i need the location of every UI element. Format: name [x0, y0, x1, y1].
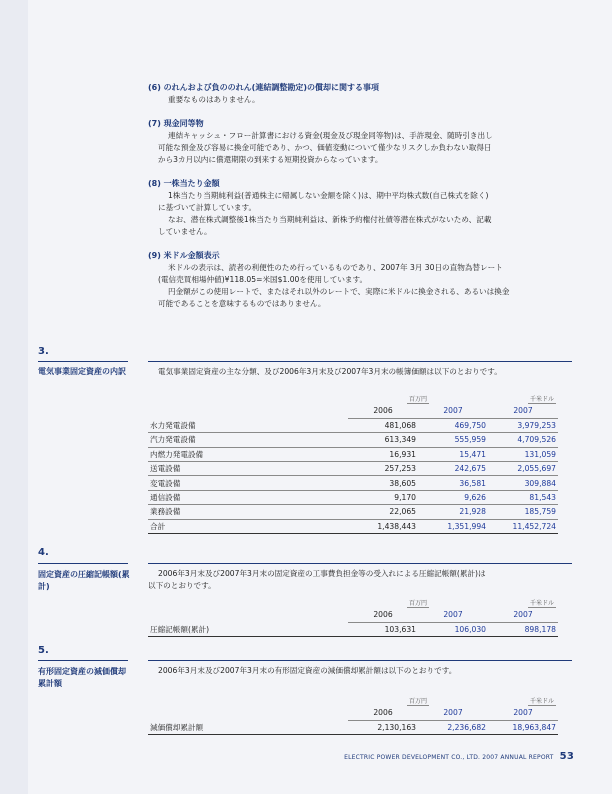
row-label: 変電設備 — [148, 476, 348, 490]
note-heading: (6) のれんおよび負ののれん(連結調整勘定)の償却に関する事項 — [148, 83, 379, 92]
row-label: 水力発電設備 — [148, 418, 348, 432]
section-5-title: 有形固定資産の減価償却累計額 — [38, 667, 126, 688]
note-line: 可能な預金及び容易に換金可能であり、かつ、価値変動について僅少なリスクしか負わない取得日 — [158, 143, 492, 152]
value-2007-yen: 106,030 — [418, 622, 488, 636]
unit-yen-label: 百万円 — [408, 599, 427, 607]
note-line: 1株当たり当期純利益(普通株主に帰属しない金額を除く)は、期中平均株式数(自己株式を除く) — [168, 191, 489, 200]
value-2007-usd: 18,963,847 — [488, 720, 558, 734]
note-line: (電信売買相場仲値)¥118.05=米国$1.00を使用しています。 — [158, 275, 368, 284]
section-4-number: 4. — [38, 547, 49, 558]
page-footer — [344, 751, 574, 762]
row-label: 圧縮記帳額(累計) — [148, 622, 348, 636]
note-line: していません。 — [158, 227, 212, 236]
row-label: 汽力発電設備 — [148, 433, 348, 447]
section-4-title: 固定資産の圧縮記帳額(累計) — [38, 570, 130, 591]
value-2006: 38,605 — [348, 476, 418, 490]
table-row — [148, 476, 558, 490]
section-4-rule — [38, 563, 128, 564]
table-row — [148, 490, 558, 504]
value-2007-usd: 3,979,253 — [488, 418, 558, 432]
year-header: 2007 — [488, 706, 558, 720]
unit-usd-label: 千米ドル — [529, 599, 554, 607]
note-heading: (7) 現金同等物 — [148, 119, 204, 128]
table-row — [148, 433, 558, 447]
note-line: 米ドルの表示は、読者の利便性のため行っているものであり、2007年 3月 30日の直物為替レート — [168, 263, 503, 272]
fixed-assets-table — [148, 393, 558, 534]
value-2007-usd: 185,759 — [488, 505, 558, 519]
note-block — [148, 82, 568, 106]
table-row — [148, 447, 558, 461]
value-2006: 481,068 — [348, 418, 418, 432]
unit-yen-label: 百万円 — [408, 697, 427, 705]
year-header: 2006 — [348, 706, 418, 720]
note-line: 円金額がこの使用レートで、またはそれ以外のレートで、実際に米ドルに換金される、あるいは換金 — [168, 287, 510, 296]
value-2007-usd: 4,709,526 — [488, 433, 558, 447]
table-row-total — [148, 519, 558, 533]
note-heading: (8) 一株当たり金額 — [148, 179, 220, 188]
value-2007-yen: 9,626 — [418, 490, 488, 504]
section-3-rule — [38, 361, 128, 362]
accounting-notes — [148, 82, 568, 322]
compression-table — [148, 597, 558, 637]
unit-yen-label: 百万円 — [408, 395, 427, 403]
table-row — [148, 505, 558, 519]
section-4-intro-line: 2006年3月末及び2007年3月末の固定資産の工事費負担金等の受入れによる圧縮記帳額(累計)は — [158, 569, 486, 578]
value-2007-usd: 11,452,724 — [488, 519, 558, 533]
value-2007-usd: 2,055,697 — [488, 462, 558, 476]
row-label: 送電設備 — [148, 462, 348, 476]
note-block — [148, 118, 568, 166]
section-5-number: 5. — [38, 645, 49, 656]
row-label: 業務設備 — [148, 505, 348, 519]
table-row — [148, 720, 558, 734]
value-2006: 16,931 — [348, 447, 418, 461]
year-header: 2007 — [418, 404, 488, 418]
row-label: 減価償却累計額 — [148, 720, 348, 734]
year-header: 2007 — [418, 608, 488, 622]
depreciation-table — [148, 695, 558, 735]
footer-report: 2007 ANNUAL REPORT — [482, 754, 554, 761]
value-2007-yen: 242,675 — [418, 462, 488, 476]
year-header: 2006 — [348, 608, 418, 622]
value-2007-yen: 1,351,994 — [418, 519, 488, 533]
section-3-main-rule — [148, 361, 572, 362]
value-2007-yen: 2,236,682 — [418, 720, 488, 734]
note-line: 可能であることを意味するものではありません。 — [158, 299, 326, 308]
footer-company: ELECTRIC POWER DEVELOPMENT CO., LTD. — [344, 754, 481, 761]
row-label: 合計 — [148, 519, 348, 533]
note-line: に基づいて計算しています。 — [158, 203, 257, 212]
value-2007-yen: 555,959 — [418, 433, 488, 447]
value-2007-yen: 469,750 — [418, 418, 488, 432]
table-row — [148, 622, 558, 636]
section-5-intro: 2006年3月末及び2007年3月末の有形固定資産の減価償却累計額は以下のとおりです。 — [158, 666, 457, 675]
section-4-main-rule — [148, 563, 572, 564]
value-2006: 9,170 — [348, 490, 418, 504]
value-2006: 22,065 — [348, 505, 418, 519]
note-line: なお、潜在株式調整後1株当たり当期純利益は、新株予約権付社債等潜在株式がないため、記載 — [168, 215, 492, 224]
value-2007-yen: 21,928 — [418, 505, 488, 519]
value-2006: 1,438,443 — [348, 519, 418, 533]
year-header: 2006 — [348, 404, 418, 418]
unit-usd-label: 千米ドル — [529, 395, 554, 403]
note-block — [148, 178, 568, 238]
section-3-intro: 電気事業固定資産の主な分類、及び2006年3月末及び2007年3月末の帳簿価額は以下のとおりです。 — [158, 367, 502, 376]
section-3-number: 3. — [38, 346, 49, 357]
table-row — [148, 418, 558, 432]
note-block — [148, 250, 568, 310]
value-2007-usd: 898,178 — [488, 622, 558, 636]
value-2007-yen: 15,471 — [418, 447, 488, 461]
section-4-intro-line: 以下のとおりです。 — [148, 581, 216, 590]
year-header: 2007 — [418, 706, 488, 720]
section-5-main-rule — [148, 660, 572, 661]
section-4-intro — [148, 568, 582, 592]
table-row — [148, 462, 558, 476]
section-5-rule — [38, 660, 128, 661]
value-2006: 257,253 — [348, 462, 418, 476]
year-header: 2007 — [488, 608, 558, 622]
unit-usd-label: 千米ドル — [529, 697, 554, 705]
note-line: 重要なものはありません。 — [168, 95, 260, 104]
section-3-title: 電気事業固定資産の内訳 — [38, 367, 126, 376]
value-2007-usd: 309,884 — [488, 476, 558, 490]
value-2006: 613,349 — [348, 433, 418, 447]
note-heading: (9) 米ドル金額表示 — [148, 251, 220, 260]
row-label: 内燃力発電設備 — [148, 447, 348, 461]
year-header: 2007 — [488, 404, 558, 418]
value-2007-usd: 81,543 — [488, 490, 558, 504]
note-line: から3カ月以内に償還期限の到来する短期投資からなっています。 — [158, 155, 383, 164]
note-line: 連結キャッシュ・フロー計算書における資金(現金及び現金同等物)は、手許現金、随時引き出し — [168, 131, 493, 140]
value-2007-usd: 131,059 — [488, 447, 558, 461]
value-2006: 103,631 — [348, 622, 418, 636]
value-2006: 2,130,163 — [348, 720, 418, 734]
page-number: 53 — [559, 751, 574, 762]
value-2007-yen: 36,581 — [418, 476, 488, 490]
row-label: 通信設備 — [148, 490, 348, 504]
